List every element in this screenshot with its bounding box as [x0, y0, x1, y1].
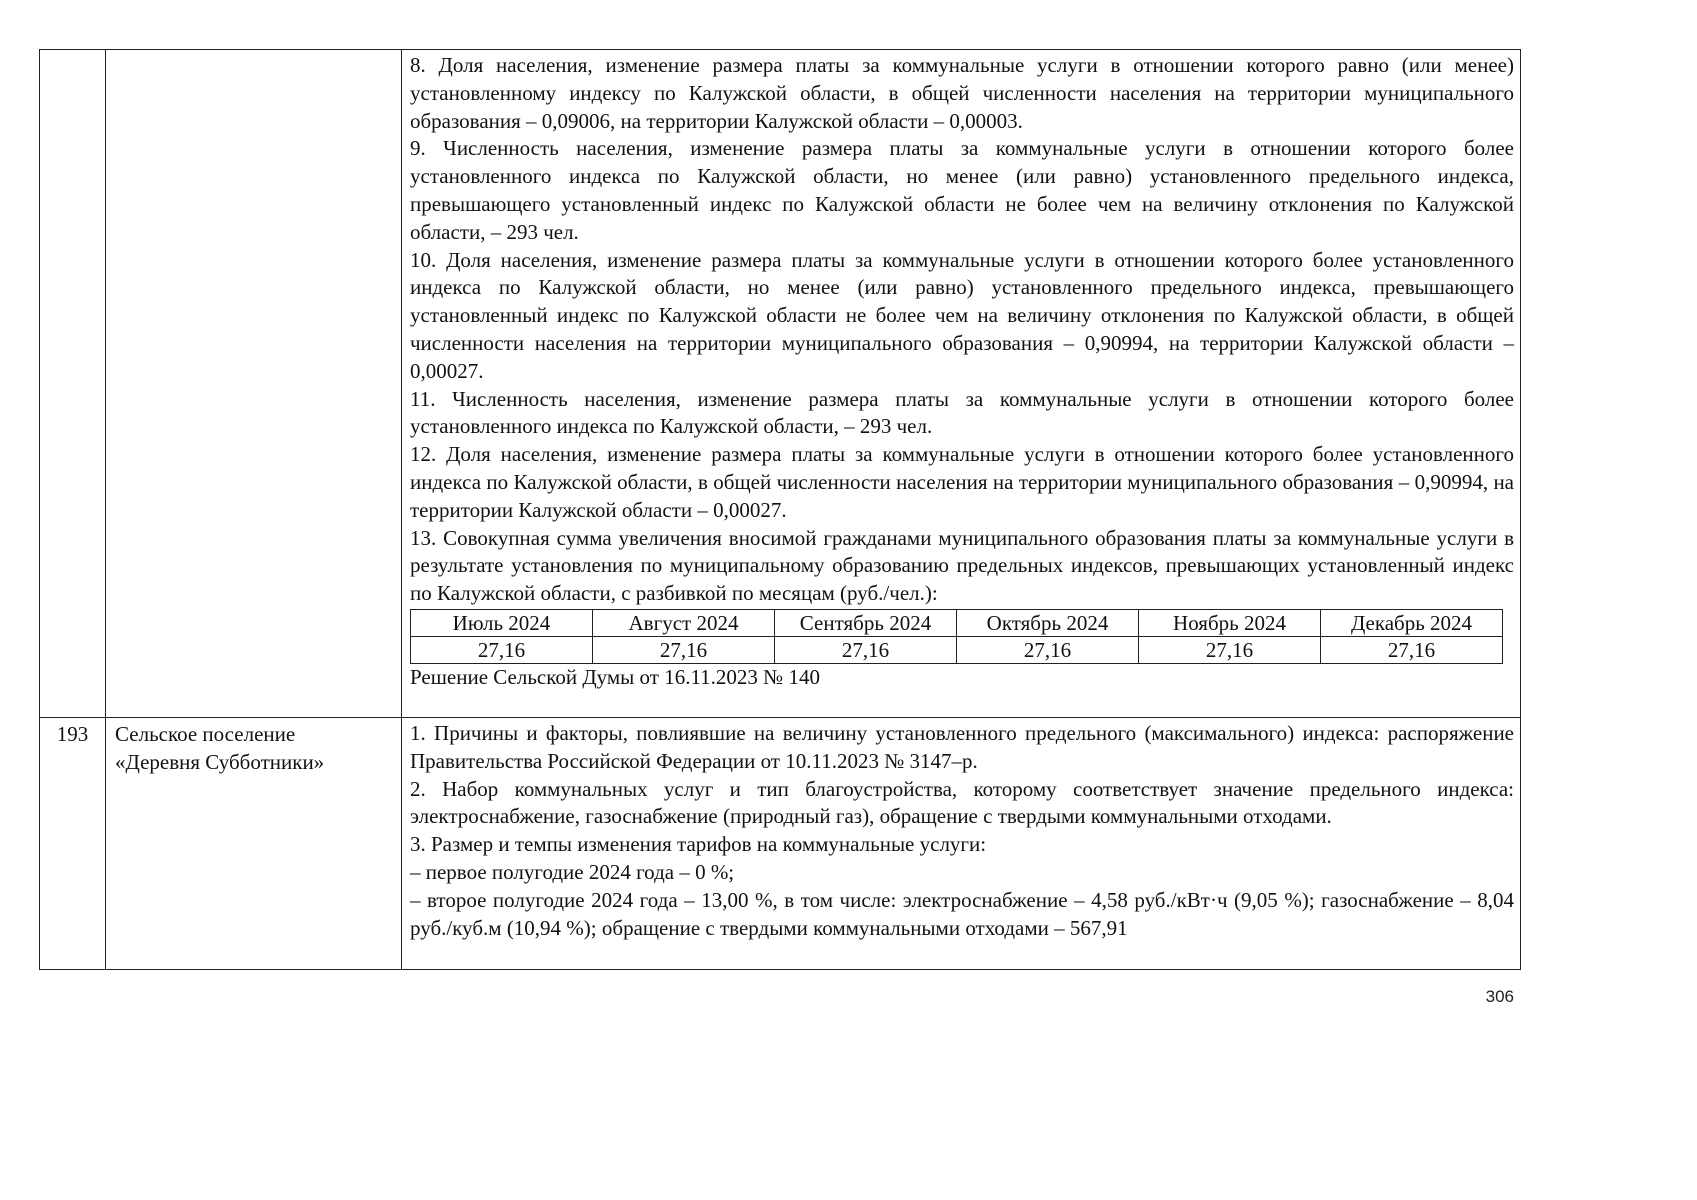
paragraph-10: 10. Доля населения, изменение размера платы за коммунальные услуги в отношении которого более установленного индекса по Калужской области, но менее (или равно) установленного предельного индекса, превышающего установленный индекс по Калужской области не более чем на величину отклонения по Калужской области, в общей численности населения на территории муниципального образования – 0,90994, на территории Калужской области – 0,00027.: [410, 247, 1514, 383]
months-value-row: [411, 636, 1503, 663]
paragraph-13: 13. Совокупная сумма увеличения вносимой гражданами муниципального образования платы за коммунальные услуги в результате установления по муниципальному образованию предельных индексов, превышающих установленный индекс по Калужской области, с разбивкой по месяцам (руб./чел.):: [410, 525, 1514, 606]
month-value: 27,16: [775, 636, 957, 663]
row-name: [106, 50, 401, 52]
month-value: 27,16: [957, 636, 1139, 663]
month-value: 27,16: [1321, 636, 1503, 663]
document-table: [39, 49, 1521, 970]
paragraph-3-title: 3. Размер и темпы изменения тарифов на коммунальные услуги:: [410, 832, 987, 857]
paragraph-11: 11. Численность населения, изменение размера платы за коммунальные услуги в отношении которого более установленного индекса по Калужской области, – 293 чел.: [410, 386, 1514, 439]
month-header: Ноябрь 2024: [1139, 609, 1321, 636]
row-name-cell: [106, 50, 402, 718]
row-number-cell: [40, 50, 106, 718]
table-row: [40, 50, 1521, 718]
month-value: 27,16: [593, 636, 775, 663]
row-text-cell: [402, 50, 1521, 718]
paragraph-9: 9. Численность населения, изменение размера платы за коммунальные услуги в отношении которого более установленного индекса по Калужской области, но менее (или равно) установленного предельного индекса, превышающего установленный индекс по Калужской области не более чем на величину отклонения по Калужской области, – 293 чел.: [410, 136, 1514, 244]
month-header: Сентябрь 2024: [775, 609, 957, 636]
row-number-cell: [40, 718, 106, 970]
month-header: Июль 2024: [411, 609, 593, 636]
month-header: Декабрь 2024: [1321, 609, 1503, 636]
page-number: 306: [1485, 987, 1514, 1006]
row-number: [40, 50, 105, 52]
row-number: 193: [56, 722, 89, 746]
month-value: 27,16: [1139, 636, 1321, 663]
paragraph-3-line2: – второе полугодие 2024 года – 13,00 %, в том числе: электроснабжение – 4,58 руб./кВт·ч (9,05 %); газоснабжение – 8,04 руб./куб.м (10,94 %); обращение с твердыми коммунальными отходами – 567,91: [410, 887, 1514, 940]
paragraph-3-line1: – первое полугодие 2024 года – 0 %;: [410, 859, 735, 884]
table-row: [40, 718, 1521, 970]
month-value: 27,16: [411, 636, 593, 663]
row-name-cell: [106, 718, 402, 970]
paragraph-12: 12. Доля населения, изменение размера платы за коммунальные услуги в отношении которого более установленного индекса по Калужской области, в общей численности населения на территории муниципального образования – 0,90994, на территории Калужской области – 0,00027.: [410, 442, 1514, 522]
paragraph-8: 8. Доля населения, изменение размера платы за коммунальные услуги в отношении которого равно (или менее) установленному индексу по Калужской области, в общей численности населения на территории муниципального образования – 0,09006, на территории Калужской области – 0,00003.: [410, 53, 1514, 133]
decision-reference: Решение Сельской Думы от 16.11.2023 № 140: [410, 664, 820, 689]
paragraph-2: 2. Набор коммунальных услуг и тип благоустройства, которому соответствует значение предельного индекса: электроснабжение, газоснабжение (природный газ), обращение с твердыми коммунальными отходами.: [410, 776, 1514, 829]
month-header: Октябрь 2024: [957, 609, 1139, 636]
months-table: [410, 609, 1503, 664]
settlement-name-line1: Сельское поселение: [115, 722, 296, 746]
month-header: Август 2024: [593, 609, 775, 636]
settlement-name-line2: «Деревня Субботники»: [115, 750, 325, 774]
months-header-row: [411, 609, 1503, 636]
paragraph-1: 1. Причины и факторы, повлиявшие на величину установленного предельного (максимального) индекса: распоряжение Правительства Российской Федерации от 10.11.2023 № 3147–р.: [410, 721, 1514, 773]
row-text-cell: [402, 718, 1521, 970]
